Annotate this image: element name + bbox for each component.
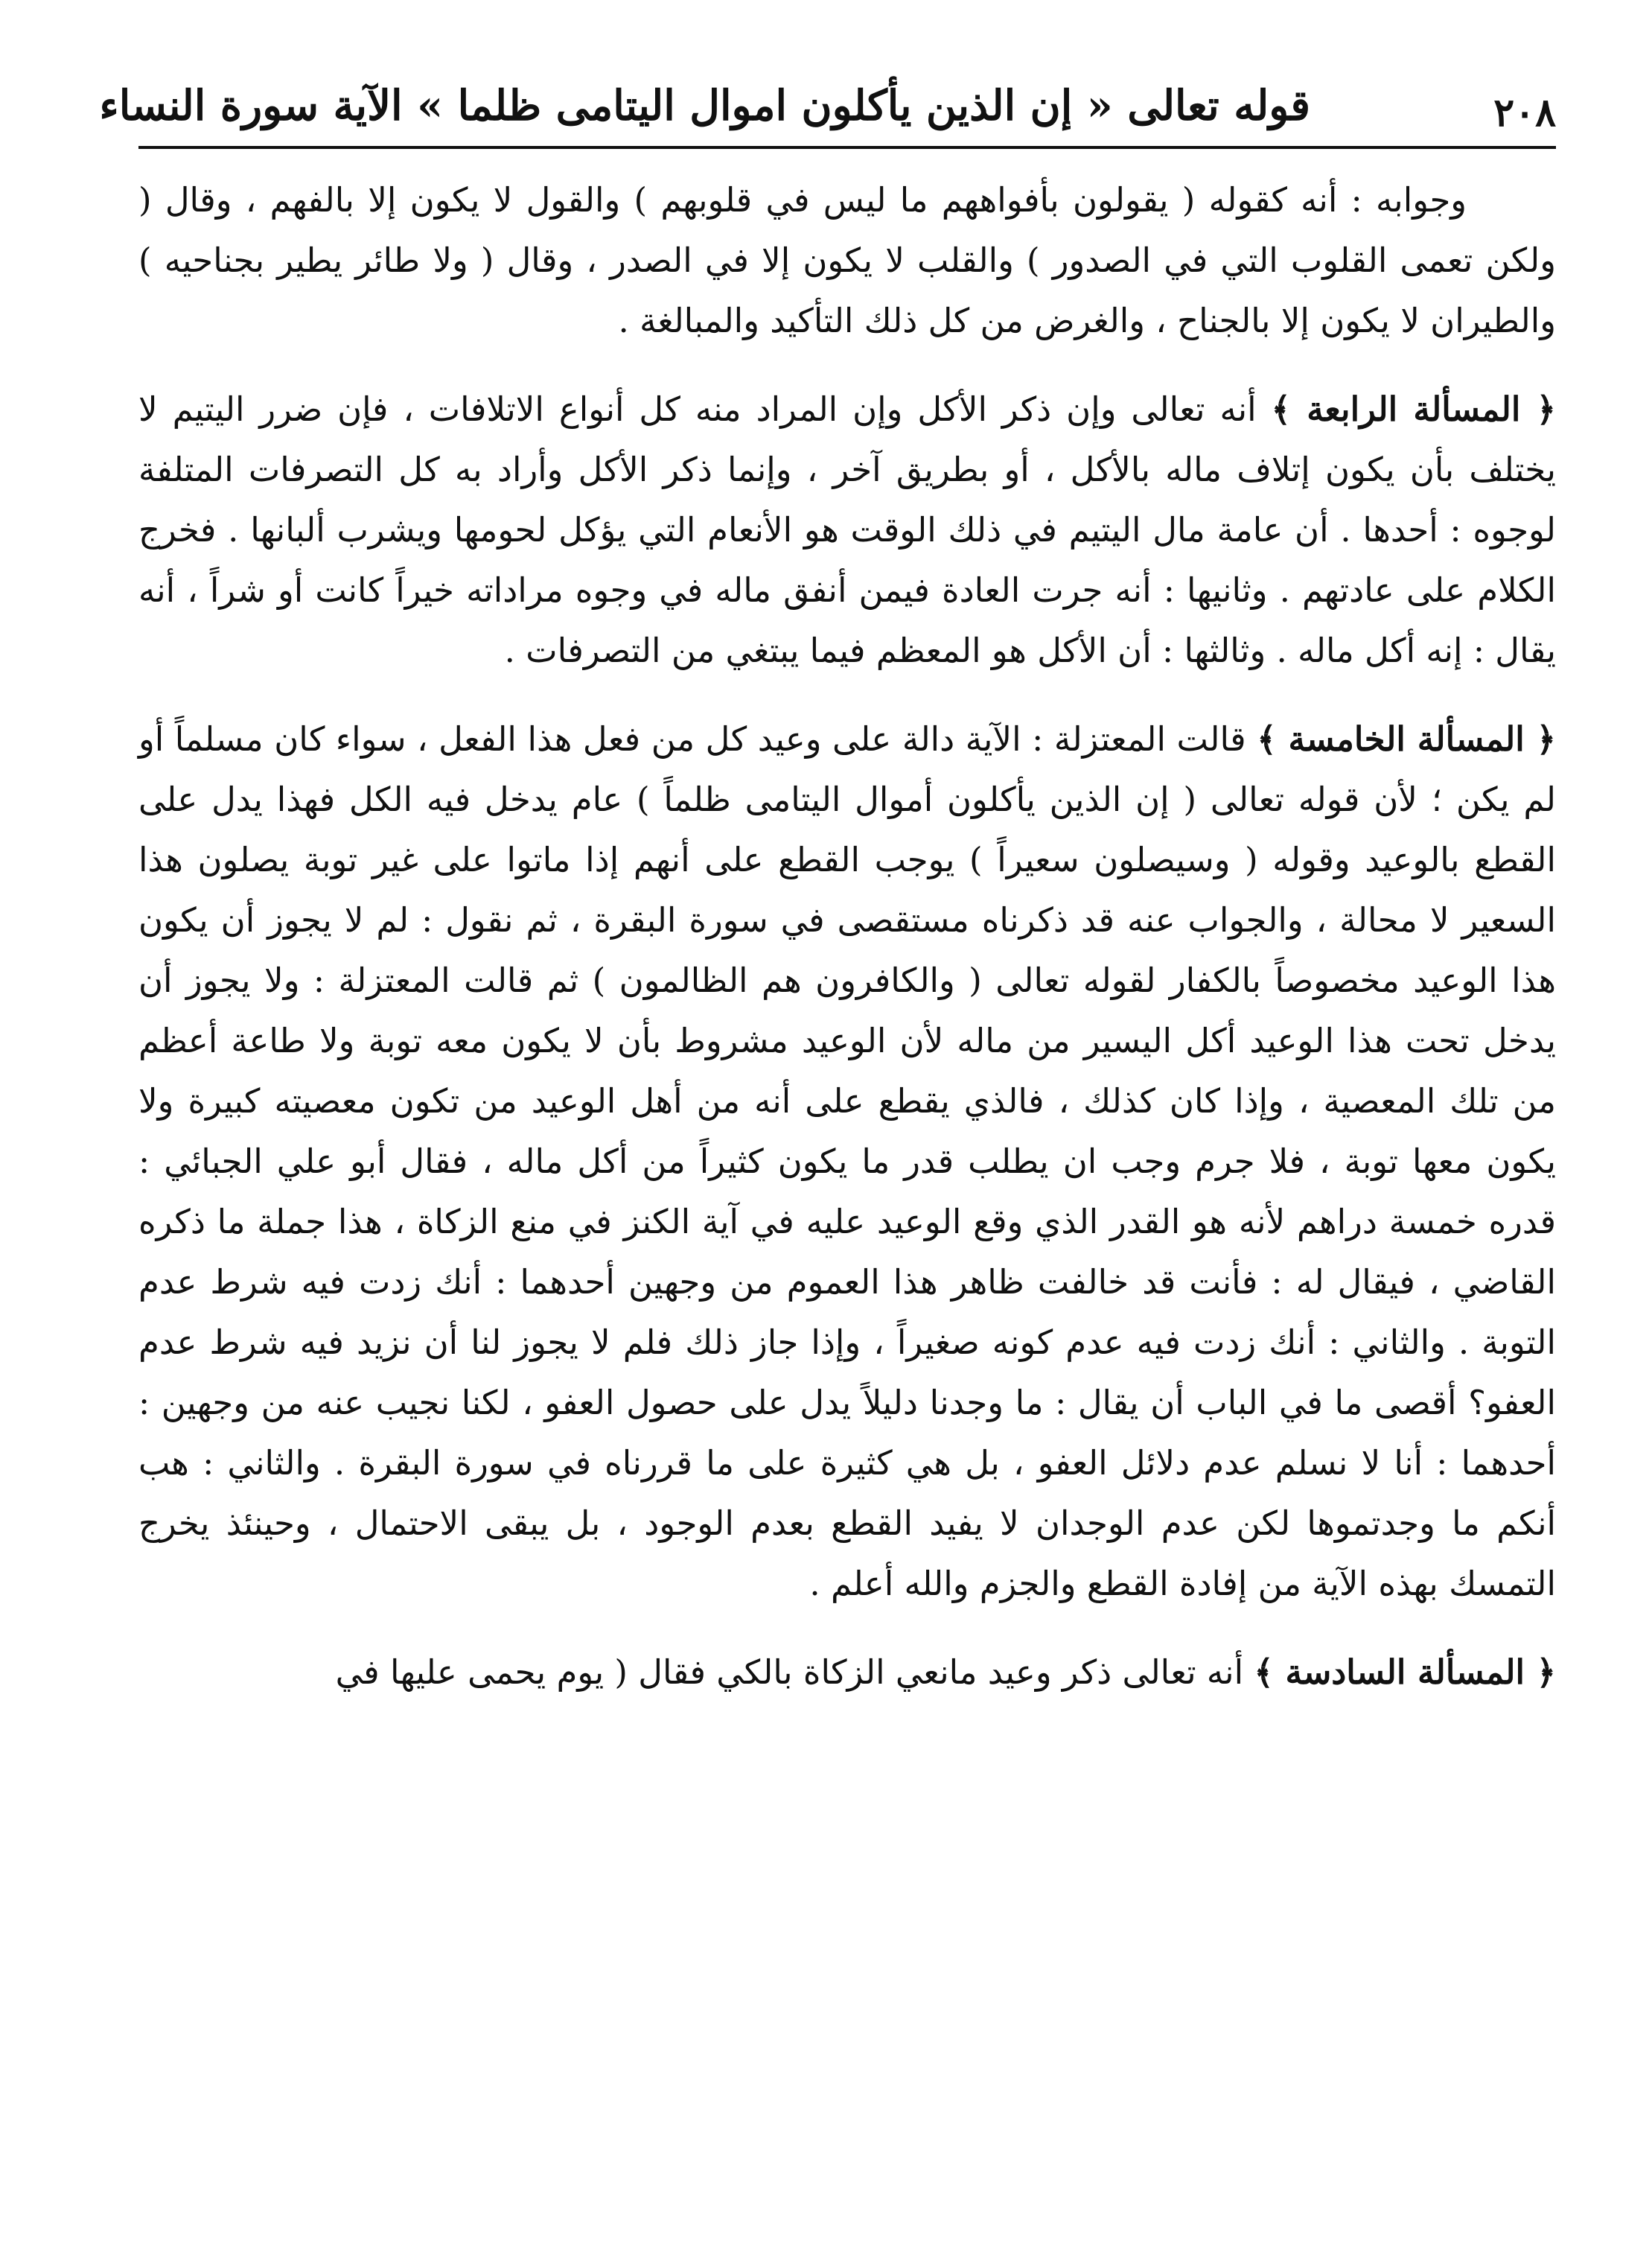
section-heading: ﴿ المسألة السادسة ﴾ bbox=[1254, 1652, 1556, 1692]
paragraph-text: وجوابه : أنه كقوله ( يقولون بأفواههم ما ليس في قلوبهم ) والقول لا يكون إلا بالفهم ، وقال ( ولكن تعمى القلوب التي في الصدور ) والقلب لا يكون إلا في الصدر ، وقال ( ولا طائر يطير بجناحيه ) والطيران لا يكون إلا بالجناح ، والغرض من كل ذلك التأكيد والمبالغة . bbox=[138, 180, 1556, 340]
section-heading: ﴿ المسألة الخامسة ﴾ bbox=[1257, 719, 1556, 759]
section-heading: ﴿ المسألة الرابعة ﴾ bbox=[1271, 389, 1556, 429]
paragraph-text: قالت المعتزلة : الآية دالة على وعيد كل من فعل هذا الفعل ، سواء كان مسلماً أو لم يكن ؛ لأن قوله تعالى ( إن الذين يأكلون أموال اليتامى ظلماً ) عام يدخل فيه الكل فهذا يدل على القطع بالوعيد وقوله ( وسيصلون سعيراً ) يوجب القطع على أنهم إذا ماتوا على غير توبة يصلون هذا السعير لا محالة ، والجواب عنه قد ذكرناه مستقصى في سورة البقرة ، ثم نقول : لم لا يجوز أن يكون هذا الوعيد مخصوصاً بالكفار لقوله تعالى ( والكافرون هم الظالمون ) ثم قالت المعتزلة : ولا يجوز أن يدخل تحت هذا الوعيد أكل اليسير من ماله لأن الوعيد مشروط بأن لا يكون معه توبة ولا طاعة أعظم من تلك المعصية ، وإذا كان كذلك ، فالذي يقطع على أنه من أهل الوعيد من تكون معصيته كبيرة ولا يكون معها توبة ، فلا جرم وجب ان يطلب قدر ما يكون كثيراً من أكل ماله ، فقال أبو علي الجبائي : قدره خمسة دراهم لأنه هو القدر الذي وقع الوعيد عليه في آية الكنز في منع الزكاة ، هذا جملة ما ذكره القاضي ، فيقال له : فأنت قد خالفت ظاهر هذا العموم من وجهين أحدهما : أنك زدت فيه شرط عدم التوبة . والثاني : أنك زدت فيه عدم كونه صغيراً ، وإذا جاز ذلك فلم لا يجوز لنا أن نزيد فيه شرط عدم العفو؟ أقصى ما في الباب أن يقال : ما وجدنا دليلاً يدل على حصول العفو ، لكنا نجيب عنه من وجهين : أحدهما : أنا لا نسلم عدم دلائل العفو ، بل هي كثيرة على ما قررناه في سورة البقرة . والثاني : هب أنكم ما وجدتموها لكن عدم الوجدان لا يفيد القطع بعدم الوجود ، بل يبقى الاحتمال ، وحينئذ يخرج التمسك بهذه الآية من إفادة القطع والجزم والله أعلم . bbox=[138, 719, 1556, 1603]
body-text bbox=[138, 170, 1556, 1702]
paragraph-fourth-issue bbox=[138, 379, 1556, 681]
paragraph-sixth-issue bbox=[138, 1642, 1556, 1702]
running-title: قوله تعالى « إن الذين يأكلون اموال اليتامى ظلما » الآية سورة النساء bbox=[99, 81, 1310, 130]
page-header bbox=[99, 63, 1556, 149]
paragraph-fifth-issue bbox=[138, 709, 1556, 1614]
paragraph-text: أنه تعالى وإن ذكر الأكل وإن المراد منه كل أنواع الاتلافات ، فإن ضرر اليتيم لا يختلف بأن يكون إتلاف ماله بالأكل ، أو بطريق آخر ، وإنما ذكر الأكل وأراد به كل التصرفات المتلفة لوجوه : أحدها . أن عامة مال اليتيم في ذلك الوقت هو الأنعام التي يؤكل لحومها ويشرب ألبانها . فخرج الكلام على عادتهم . وثانيها : أنه جرت العادة فيمن أنفق ماله في وجوه مراداته خيراً كانت أو شراً ، أنه يقال : إنه أكل ماله . وثالثها : أن الأكل هو المعظم فيما يبتغي من التصرفات . bbox=[138, 389, 1556, 670]
paragraph-text: أنه تعالى ذكر وعيد مانعي الزكاة بالكي فقال ( يوم يحمى عليها في bbox=[335, 1652, 1244, 1692]
page-number: ٢٠٨ bbox=[1493, 90, 1556, 136]
paragraph-answer bbox=[138, 170, 1556, 351]
